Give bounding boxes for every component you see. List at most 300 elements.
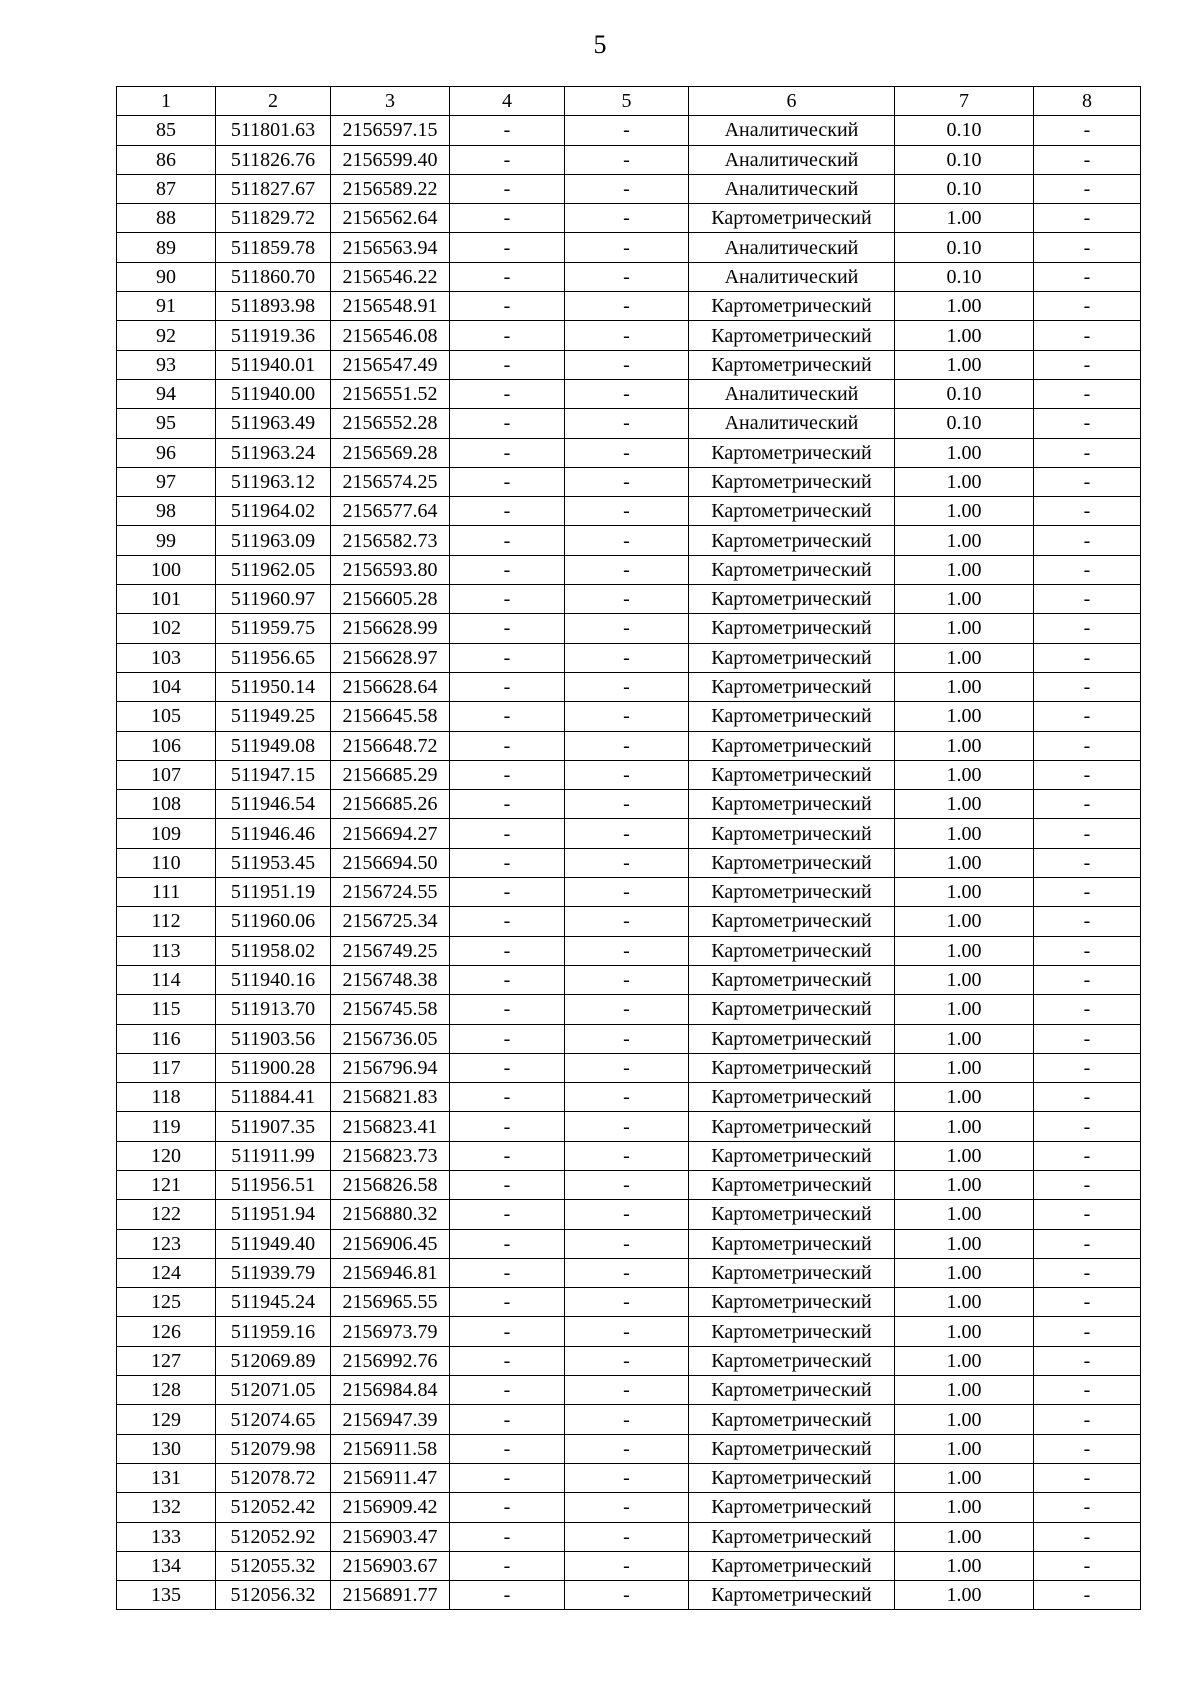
- method-cell: Картометрический: [689, 760, 895, 789]
- y-coordinate-cell: 2156724.55: [331, 878, 450, 907]
- point-number-cell: 87: [117, 174, 216, 203]
- column-8-cell: -: [1034, 819, 1141, 848]
- column-header: 6: [689, 87, 895, 116]
- point-number-cell: 88: [117, 204, 216, 233]
- table-row: [117, 1551, 1141, 1580]
- column-8-cell: -: [1034, 379, 1141, 408]
- table-row: [117, 1317, 1141, 1346]
- point-number-cell: 113: [117, 936, 216, 965]
- accuracy-cell: 1.00: [895, 760, 1034, 789]
- column-4-cell: -: [450, 116, 565, 145]
- method-cell: Картометрический: [689, 350, 895, 379]
- method-cell: Аналитический: [689, 174, 895, 203]
- method-cell: Картометрический: [689, 1434, 895, 1463]
- column-5-cell: -: [565, 1376, 689, 1405]
- accuracy-cell: 1.00: [895, 1405, 1034, 1434]
- table-row: [117, 936, 1141, 965]
- table-row: [117, 1053, 1141, 1082]
- y-coordinate-cell: 2156694.50: [331, 848, 450, 877]
- method-cell: Картометрический: [689, 1581, 895, 1610]
- column-8-cell: -: [1034, 1024, 1141, 1053]
- point-number-cell: 104: [117, 672, 216, 701]
- accuracy-cell: 1.00: [895, 702, 1034, 731]
- x-coordinate-cell: 511859.78: [216, 233, 331, 262]
- y-coordinate-cell: 2156965.55: [331, 1288, 450, 1317]
- y-coordinate-cell: 2156973.79: [331, 1317, 450, 1346]
- column-header: 1: [117, 87, 216, 116]
- accuracy-cell: 1.00: [895, 1317, 1034, 1346]
- table-row: [117, 965, 1141, 994]
- method-cell: Картометрический: [689, 1346, 895, 1375]
- column-8-cell: -: [1034, 731, 1141, 760]
- table-row: [117, 672, 1141, 701]
- accuracy-cell: 1.00: [895, 321, 1034, 350]
- table-row: [117, 643, 1141, 672]
- column-4-cell: -: [450, 672, 565, 701]
- table-row: [117, 204, 1141, 233]
- column-5-cell: -: [565, 1405, 689, 1434]
- table-header-row: [117, 87, 1141, 116]
- table-row: [117, 350, 1141, 379]
- x-coordinate-cell: 511911.99: [216, 1141, 331, 1170]
- column-header: 7: [895, 87, 1034, 116]
- column-5-cell: -: [565, 1581, 689, 1610]
- method-cell: Картометрический: [689, 585, 895, 614]
- table-row: [117, 1288, 1141, 1317]
- y-coordinate-cell: 2156628.99: [331, 614, 450, 643]
- column-8-cell: -: [1034, 555, 1141, 584]
- column-4-cell: -: [450, 1229, 565, 1258]
- y-coordinate-cell: 2156563.94: [331, 233, 450, 262]
- table-row: [117, 819, 1141, 848]
- column-5-cell: -: [565, 965, 689, 994]
- column-4-cell: -: [450, 1522, 565, 1551]
- table-row: [117, 467, 1141, 496]
- accuracy-cell: 1.00: [895, 848, 1034, 877]
- method-cell: Картометрический: [689, 907, 895, 936]
- x-coordinate-cell: 511963.09: [216, 526, 331, 555]
- y-coordinate-cell: 2156546.22: [331, 262, 450, 291]
- y-coordinate-cell: 2156903.47: [331, 1522, 450, 1551]
- y-coordinate-cell: 2156551.52: [331, 379, 450, 408]
- column-4-cell: -: [450, 585, 565, 614]
- method-cell: Картометрический: [689, 878, 895, 907]
- x-coordinate-cell: 511884.41: [216, 1083, 331, 1112]
- method-cell: Аналитический: [689, 409, 895, 438]
- point-number-cell: 134: [117, 1551, 216, 1580]
- column-4-cell: -: [450, 467, 565, 496]
- page-number: 5: [593, 30, 607, 59]
- point-number-cell: 99: [117, 526, 216, 555]
- x-coordinate-cell: 511940.00: [216, 379, 331, 408]
- column-4-cell: -: [450, 965, 565, 994]
- point-number-cell: 103: [117, 643, 216, 672]
- column-5-cell: -: [565, 731, 689, 760]
- method-cell: Картометрический: [689, 555, 895, 584]
- column-4-cell: -: [450, 1317, 565, 1346]
- x-coordinate-cell: 511951.94: [216, 1200, 331, 1229]
- table-row: [117, 1258, 1141, 1287]
- table-row: [117, 907, 1141, 936]
- column-4-cell: -: [450, 321, 565, 350]
- y-coordinate-cell: 2156589.22: [331, 174, 450, 203]
- method-cell: Картометрический: [689, 292, 895, 321]
- y-coordinate-cell: 2156911.58: [331, 1434, 450, 1463]
- column-8-cell: -: [1034, 995, 1141, 1024]
- table-row: [117, 1434, 1141, 1463]
- x-coordinate-cell: 511826.76: [216, 145, 331, 174]
- column-4-cell: -: [450, 1405, 565, 1434]
- method-cell: Картометрический: [689, 1463, 895, 1492]
- x-coordinate-cell: 512069.89: [216, 1346, 331, 1375]
- method-cell: Аналитический: [689, 233, 895, 262]
- accuracy-cell: 1.00: [895, 878, 1034, 907]
- table-row: [117, 731, 1141, 760]
- column-8-cell: -: [1034, 497, 1141, 526]
- column-4-cell: -: [450, 1200, 565, 1229]
- column-5-cell: -: [565, 1346, 689, 1375]
- column-4-cell: -: [450, 936, 565, 965]
- x-coordinate-cell: 511945.24: [216, 1288, 331, 1317]
- point-number-cell: 129: [117, 1405, 216, 1434]
- y-coordinate-cell: 2156685.26: [331, 790, 450, 819]
- x-coordinate-cell: 512078.72: [216, 1463, 331, 1492]
- column-4-cell: -: [450, 907, 565, 936]
- column-5-cell: -: [565, 1258, 689, 1287]
- method-cell: Картометрический: [689, 614, 895, 643]
- x-coordinate-cell: 511827.67: [216, 174, 331, 203]
- column-5-cell: -: [565, 1522, 689, 1551]
- table-row: [117, 1463, 1141, 1492]
- column-8-cell: -: [1034, 848, 1141, 877]
- accuracy-cell: 1.00: [895, 1141, 1034, 1170]
- x-coordinate-cell: 512074.65: [216, 1405, 331, 1434]
- method-cell: Аналитический: [689, 145, 895, 174]
- accuracy-cell: 1.00: [895, 1346, 1034, 1375]
- column-8-cell: -: [1034, 1581, 1141, 1610]
- column-5-cell: -: [565, 1551, 689, 1580]
- y-coordinate-cell: 2156628.97: [331, 643, 450, 672]
- method-cell: Картометрический: [689, 1112, 895, 1141]
- column-4-cell: -: [450, 643, 565, 672]
- x-coordinate-cell: 511951.19: [216, 878, 331, 907]
- accuracy-cell: 1.00: [895, 1258, 1034, 1287]
- column-8-cell: -: [1034, 438, 1141, 467]
- method-cell: Картометрический: [689, 965, 895, 994]
- column-4-cell: -: [450, 614, 565, 643]
- x-coordinate-cell: 511963.24: [216, 438, 331, 467]
- accuracy-cell: 1.00: [895, 292, 1034, 321]
- y-coordinate-cell: 2156582.73: [331, 526, 450, 555]
- x-coordinate-cell: 511960.06: [216, 907, 331, 936]
- column-header: 5: [565, 87, 689, 116]
- column-5-cell: -: [565, 848, 689, 877]
- column-8-cell: -: [1034, 1258, 1141, 1287]
- y-coordinate-cell: 2156906.45: [331, 1229, 450, 1258]
- accuracy-cell: 1.00: [895, 672, 1034, 701]
- column-5-cell: -: [565, 614, 689, 643]
- column-8-cell: -: [1034, 790, 1141, 819]
- method-cell: Картометрический: [689, 497, 895, 526]
- column-4-cell: -: [450, 233, 565, 262]
- point-number-cell: 131: [117, 1463, 216, 1492]
- x-coordinate-cell: 511958.02: [216, 936, 331, 965]
- column-8-cell: -: [1034, 350, 1141, 379]
- column-8-cell: -: [1034, 467, 1141, 496]
- y-coordinate-cell: 2156745.58: [331, 995, 450, 1024]
- accuracy-cell: 1.00: [895, 819, 1034, 848]
- column-8-cell: -: [1034, 1405, 1141, 1434]
- table-body: [117, 116, 1141, 1610]
- table-row: [117, 1141, 1141, 1170]
- column-4-cell: -: [450, 1258, 565, 1287]
- x-coordinate-cell: 512052.92: [216, 1522, 331, 1551]
- x-coordinate-cell: 511964.02: [216, 497, 331, 526]
- point-number-cell: 128: [117, 1376, 216, 1405]
- method-cell: Аналитический: [689, 379, 895, 408]
- table-row: [117, 321, 1141, 350]
- column-8-cell: -: [1034, 614, 1141, 643]
- x-coordinate-cell: 511946.46: [216, 819, 331, 848]
- point-number-cell: 102: [117, 614, 216, 643]
- column-5-cell: -: [565, 995, 689, 1024]
- column-4-cell: -: [450, 262, 565, 291]
- column-4-cell: -: [450, 1376, 565, 1405]
- accuracy-cell: 0.10: [895, 409, 1034, 438]
- column-4-cell: -: [450, 1053, 565, 1082]
- column-5-cell: -: [565, 936, 689, 965]
- column-8-cell: -: [1034, 116, 1141, 145]
- method-cell: Картометрический: [689, 467, 895, 496]
- accuracy-cell: 1.00: [895, 350, 1034, 379]
- column-8-cell: -: [1034, 1200, 1141, 1229]
- table-row: [117, 1200, 1141, 1229]
- y-coordinate-cell: 2156694.27: [331, 819, 450, 848]
- method-cell: Картометрический: [689, 321, 895, 350]
- x-coordinate-cell: 511801.63: [216, 116, 331, 145]
- point-number-cell: 108: [117, 790, 216, 819]
- point-number-cell: 97: [117, 467, 216, 496]
- accuracy-cell: 1.00: [895, 1434, 1034, 1463]
- column-5-cell: -: [565, 116, 689, 145]
- y-coordinate-cell: 2156909.42: [331, 1493, 450, 1522]
- accuracy-cell: 1.00: [895, 1463, 1034, 1492]
- point-number-cell: 119: [117, 1112, 216, 1141]
- column-5-cell: -: [565, 1053, 689, 1082]
- column-8-cell: -: [1034, 1053, 1141, 1082]
- column-4-cell: -: [450, 204, 565, 233]
- y-coordinate-cell: 2156826.58: [331, 1170, 450, 1199]
- method-cell: Картометрический: [689, 1141, 895, 1170]
- column-8-cell: -: [1034, 204, 1141, 233]
- column-8-cell: -: [1034, 1317, 1141, 1346]
- column-5-cell: -: [565, 321, 689, 350]
- method-cell: Картометрический: [689, 848, 895, 877]
- table-row: [117, 262, 1141, 291]
- table-row: [117, 1493, 1141, 1522]
- column-5-cell: -: [565, 643, 689, 672]
- y-coordinate-cell: 2156903.67: [331, 1551, 450, 1580]
- column-header: 3: [331, 87, 450, 116]
- column-8-cell: -: [1034, 526, 1141, 555]
- method-cell: Картометрический: [689, 1053, 895, 1082]
- point-number-cell: 106: [117, 731, 216, 760]
- point-number-cell: 94: [117, 379, 216, 408]
- table-row: [117, 174, 1141, 203]
- y-coordinate-cell: 2156562.64: [331, 204, 450, 233]
- column-8-cell: -: [1034, 643, 1141, 672]
- coordinates-table: [116, 86, 1141, 1610]
- table-row: [117, 438, 1141, 467]
- y-coordinate-cell: 2156749.25: [331, 936, 450, 965]
- column-4-cell: -: [450, 555, 565, 584]
- column-8-cell: -: [1034, 1083, 1141, 1112]
- accuracy-cell: 0.10: [895, 116, 1034, 145]
- column-8-cell: -: [1034, 760, 1141, 789]
- column-5-cell: -: [565, 204, 689, 233]
- y-coordinate-cell: 2156736.05: [331, 1024, 450, 1053]
- column-8-cell: -: [1034, 174, 1141, 203]
- column-8-cell: -: [1034, 1493, 1141, 1522]
- column-5-cell: -: [565, 145, 689, 174]
- y-coordinate-cell: 2156823.41: [331, 1112, 450, 1141]
- column-4-cell: -: [450, 1551, 565, 1580]
- point-number-cell: 92: [117, 321, 216, 350]
- point-number-cell: 135: [117, 1581, 216, 1610]
- method-cell: Картометрический: [689, 1258, 895, 1287]
- accuracy-cell: 1.00: [895, 1112, 1034, 1141]
- x-coordinate-cell: 512055.32: [216, 1551, 331, 1580]
- column-8-cell: -: [1034, 936, 1141, 965]
- column-4-cell: -: [450, 731, 565, 760]
- x-coordinate-cell: 511940.16: [216, 965, 331, 994]
- table-row: [117, 116, 1141, 145]
- column-4-cell: -: [450, 350, 565, 379]
- accuracy-cell: 1.00: [895, 643, 1034, 672]
- point-number-cell: 127: [117, 1346, 216, 1375]
- column-8-cell: -: [1034, 1112, 1141, 1141]
- x-coordinate-cell: 512056.32: [216, 1581, 331, 1610]
- column-8-cell: -: [1034, 1141, 1141, 1170]
- table-row: [117, 1112, 1141, 1141]
- accuracy-cell: 1.00: [895, 1288, 1034, 1317]
- accuracy-cell: 1.00: [895, 1053, 1034, 1082]
- accuracy-cell: 0.10: [895, 145, 1034, 174]
- y-coordinate-cell: 2156992.76: [331, 1346, 450, 1375]
- column-8-cell: -: [1034, 878, 1141, 907]
- method-cell: Картометрический: [689, 643, 895, 672]
- accuracy-cell: 1.00: [895, 790, 1034, 819]
- column-5-cell: -: [565, 233, 689, 262]
- x-coordinate-cell: 511949.40: [216, 1229, 331, 1258]
- y-coordinate-cell: 2156599.40: [331, 145, 450, 174]
- point-number-cell: 85: [117, 116, 216, 145]
- column-8-cell: -: [1034, 585, 1141, 614]
- table-row: [117, 497, 1141, 526]
- x-coordinate-cell: 511950.14: [216, 672, 331, 701]
- y-coordinate-cell: 2156605.28: [331, 585, 450, 614]
- accuracy-cell: 1.00: [895, 1376, 1034, 1405]
- accuracy-cell: 1.00: [895, 467, 1034, 496]
- column-5-cell: -: [565, 438, 689, 467]
- column-4-cell: -: [450, 379, 565, 408]
- point-number-cell: 95: [117, 409, 216, 438]
- method-cell: Картометрический: [689, 995, 895, 1024]
- x-coordinate-cell: 512052.42: [216, 1493, 331, 1522]
- point-number-cell: 91: [117, 292, 216, 321]
- table-row: [117, 702, 1141, 731]
- column-4-cell: -: [450, 1141, 565, 1170]
- method-cell: Картометрический: [689, 204, 895, 233]
- column-5-cell: -: [565, 1229, 689, 1258]
- method-cell: Картометрический: [689, 672, 895, 701]
- table-row: [117, 1024, 1141, 1053]
- x-coordinate-cell: 511919.36: [216, 321, 331, 350]
- column-8-cell: -: [1034, 233, 1141, 262]
- column-8-cell: -: [1034, 1551, 1141, 1580]
- accuracy-cell: 1.00: [895, 1200, 1034, 1229]
- column-4-cell: -: [450, 409, 565, 438]
- table-row: [117, 1229, 1141, 1258]
- column-8-cell: -: [1034, 409, 1141, 438]
- point-number-cell: 125: [117, 1288, 216, 1317]
- column-8-cell: -: [1034, 1229, 1141, 1258]
- x-coordinate-cell: 511963.49: [216, 409, 331, 438]
- y-coordinate-cell: 2156546.08: [331, 321, 450, 350]
- column-8-cell: -: [1034, 1463, 1141, 1492]
- y-coordinate-cell: 2156984.84: [331, 1376, 450, 1405]
- column-8-cell: -: [1034, 1376, 1141, 1405]
- column-8-cell: -: [1034, 1346, 1141, 1375]
- method-cell: Картометрический: [689, 1170, 895, 1199]
- table-row: [117, 760, 1141, 789]
- y-coordinate-cell: 2156552.28: [331, 409, 450, 438]
- x-coordinate-cell: 511947.15: [216, 760, 331, 789]
- point-number-cell: 133: [117, 1522, 216, 1551]
- x-coordinate-cell: 511829.72: [216, 204, 331, 233]
- method-cell: Картометрический: [689, 702, 895, 731]
- y-coordinate-cell: 2156823.73: [331, 1141, 450, 1170]
- column-8-cell: -: [1034, 321, 1141, 350]
- column-5-cell: -: [565, 1200, 689, 1229]
- column-4-cell: -: [450, 1083, 565, 1112]
- point-number-cell: 112: [117, 907, 216, 936]
- y-coordinate-cell: 2156880.32: [331, 1200, 450, 1229]
- accuracy-cell: 1.00: [895, 1581, 1034, 1610]
- accuracy-cell: 1.00: [895, 204, 1034, 233]
- accuracy-cell: 1.00: [895, 907, 1034, 936]
- y-coordinate-cell: 2156685.29: [331, 760, 450, 789]
- point-number-cell: 116: [117, 1024, 216, 1053]
- column-4-cell: -: [450, 760, 565, 789]
- accuracy-cell: 1.00: [895, 614, 1034, 643]
- point-number-cell: 111: [117, 878, 216, 907]
- accuracy-cell: 1.00: [895, 1170, 1034, 1199]
- table-row: [117, 526, 1141, 555]
- x-coordinate-cell: 511949.25: [216, 702, 331, 731]
- y-coordinate-cell: 2156947.39: [331, 1405, 450, 1434]
- column-4-cell: -: [450, 1346, 565, 1375]
- point-number-cell: 124: [117, 1258, 216, 1287]
- table-row: [117, 409, 1141, 438]
- accuracy-cell: 1.00: [895, 555, 1034, 584]
- table-row: [117, 878, 1141, 907]
- point-number-cell: 132: [117, 1493, 216, 1522]
- column-8-cell: -: [1034, 145, 1141, 174]
- x-coordinate-cell: 512079.98: [216, 1434, 331, 1463]
- x-coordinate-cell: 511959.16: [216, 1317, 331, 1346]
- y-coordinate-cell: 2156593.80: [331, 555, 450, 584]
